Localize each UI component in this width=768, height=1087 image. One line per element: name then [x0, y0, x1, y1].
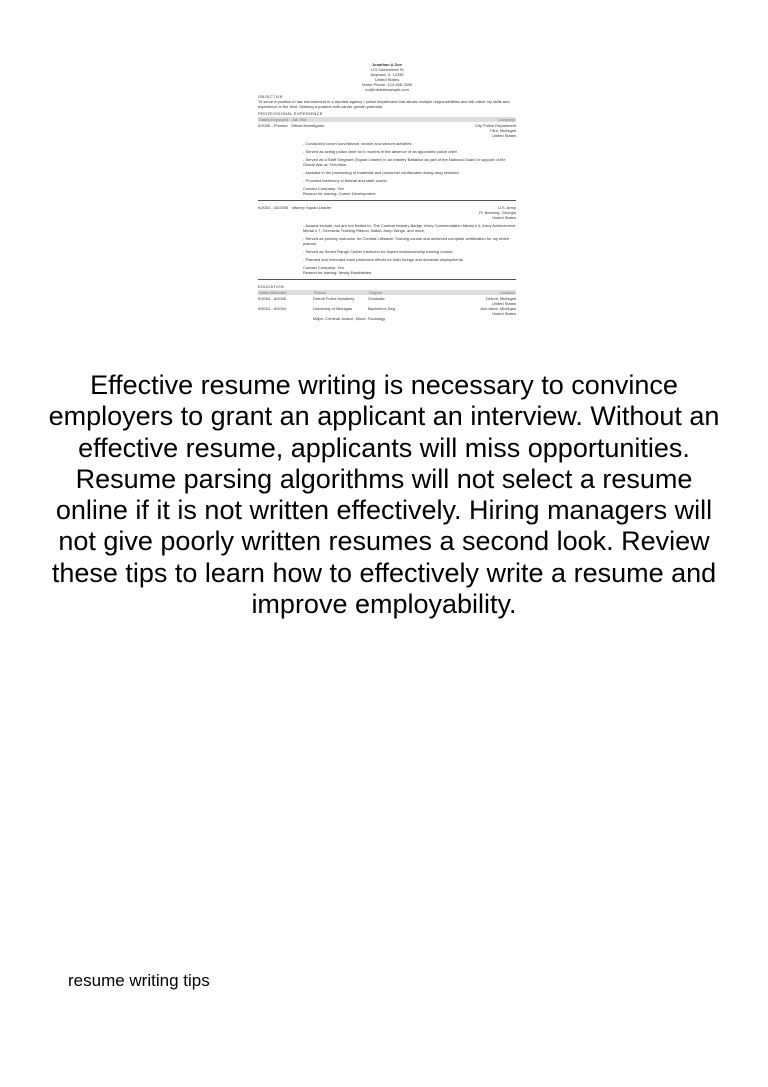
job-bullet: - Served as primary instructor for Combat Lifesaver Training course and achieved complete certification for my entire platoon.	[303, 236, 510, 246]
body-paragraph: Effective resume writing is necessary to convince employers to grant an applicant an interview. Without an effective resume, applicants will miss opportunities. Resume parsing algorithms will not select a resume online if it is not written effectively. Hiring managers will not give poorly written resumes a second look. Review these tips to learn how to effectively write a resume and improve employability.	[48, 370, 720, 620]
resume-address-1: 123 Somestreet St	[370, 67, 404, 72]
job-country: United States	[491, 215, 516, 220]
col-degree: Degree	[369, 290, 383, 295]
edu-country: United States	[491, 301, 516, 306]
edu-location: Detroit, Michigan	[485, 296, 516, 301]
education-header-bar	[258, 290, 516, 295]
footer-text: resume writing tips	[68, 971, 210, 990]
resume-phone: Home Phone: 123-456-7890	[361, 82, 413, 87]
job-bullet: - Served as acting police chief for 6 months in the absence of an appointed police chief.	[303, 149, 458, 154]
job-contact: Contact Company: Yes	[303, 186, 344, 191]
job-title: Officer/Investigator	[290, 123, 325, 128]
job-country: United States	[491, 133, 516, 138]
job-reason: Reason for leaving: Newly Established	[303, 270, 372, 275]
job-bullet: - Assisted in the processing of materials and personnel confiscated during drug seizures.	[303, 170, 460, 175]
job-location: Ft. Benning, Georgia	[479, 210, 516, 215]
job-title: Infantry Squad Leader	[291, 205, 332, 210]
job-reason: Reason for leaving: Career Development	[303, 191, 376, 196]
col-title: Job Title	[291, 117, 307, 122]
job-location: Flint, Michigan	[490, 128, 516, 133]
job-bullet: - Provided testimony in federal and state courts.	[303, 178, 388, 183]
col-location: Location	[499, 290, 515, 295]
job-dates: 6/2005 - Present	[258, 123, 288, 128]
experience-header-bar	[258, 117, 516, 122]
education-heading: EDUCATION	[258, 284, 284, 289]
col-company: Company	[497, 117, 515, 122]
edu-dates: 9/2004 - 6/2005	[258, 296, 287, 301]
edu-major: Major: Criminal Justice, Minor: Sociology	[313, 316, 386, 321]
edu-dates: 9/2001 - 6/2004	[258, 306, 287, 311]
job-bullet: - Served as a Staff Sergeant (Squad Leader) in an Infantry Battalion as part of the National Guard in support of the Global War on Terrorism.	[303, 157, 506, 167]
divider	[258, 279, 516, 280]
education-row	[258, 296, 516, 306]
job-entry	[258, 123, 516, 196]
job-entry	[258, 205, 516, 275]
edu-country: United States	[491, 311, 516, 316]
resume-email: co@infofullexample.com	[365, 87, 409, 92]
col-dates: Dates Employed	[259, 117, 289, 122]
edu-degree: Bachelor's Deg	[368, 306, 395, 311]
resume-thumbnail	[258, 62, 516, 321]
job-dates: 9/2003 - 03/2005	[258, 205, 289, 210]
job-bullet: - Served as Senior Range Cadre/ Instructor for expert marksmanship training course.	[303, 249, 454, 254]
job-bullet: - Planned and executed force protection efforts for both foreign and domestic deployments.	[303, 257, 464, 262]
experience-heading: PROFESSIONAL EXPERIENCE	[258, 111, 323, 116]
edu-school: University of Michigan	[313, 306, 353, 311]
resume-address-2: Anytown, IL 12345	[370, 72, 404, 77]
job-bullet: - Conducted covert surveillance, search and seizure activities.	[303, 141, 413, 146]
edu-location: Ann Arbor, Michigan	[480, 306, 516, 311]
objective-heading: OBJECTIVE	[258, 94, 283, 99]
job-contact: Contact Company: Yes	[303, 265, 344, 270]
resume-name: Jonathan A Doe	[371, 62, 403, 67]
job-company: City Police Department	[475, 123, 516, 128]
col-dates: Dates Attended	[259, 290, 287, 295]
resume-address-3: United States	[374, 77, 399, 82]
edu-school: Detroit Police Academy	[313, 296, 355, 301]
job-company: U.S. Army	[497, 205, 516, 210]
edu-degree: Graduate	[368, 296, 385, 301]
divider	[258, 200, 516, 201]
job-bullet: - Awards include, but are not limited to: The Combat Infantry Badge, Army Commendation Medal x 4, Army Achievement Medal x 7, Overseas Training Ribbon, Italian Jump Wings, and more.	[303, 223, 516, 233]
col-school: School	[314, 290, 327, 295]
objective-text: To serve a position in law enforcement in a reputed agency / police department that allows multiple responsibilities and will utilize my skills and experience in the field. Seeking a position with career growth potential.	[258, 99, 510, 109]
education-row	[258, 306, 516, 316]
